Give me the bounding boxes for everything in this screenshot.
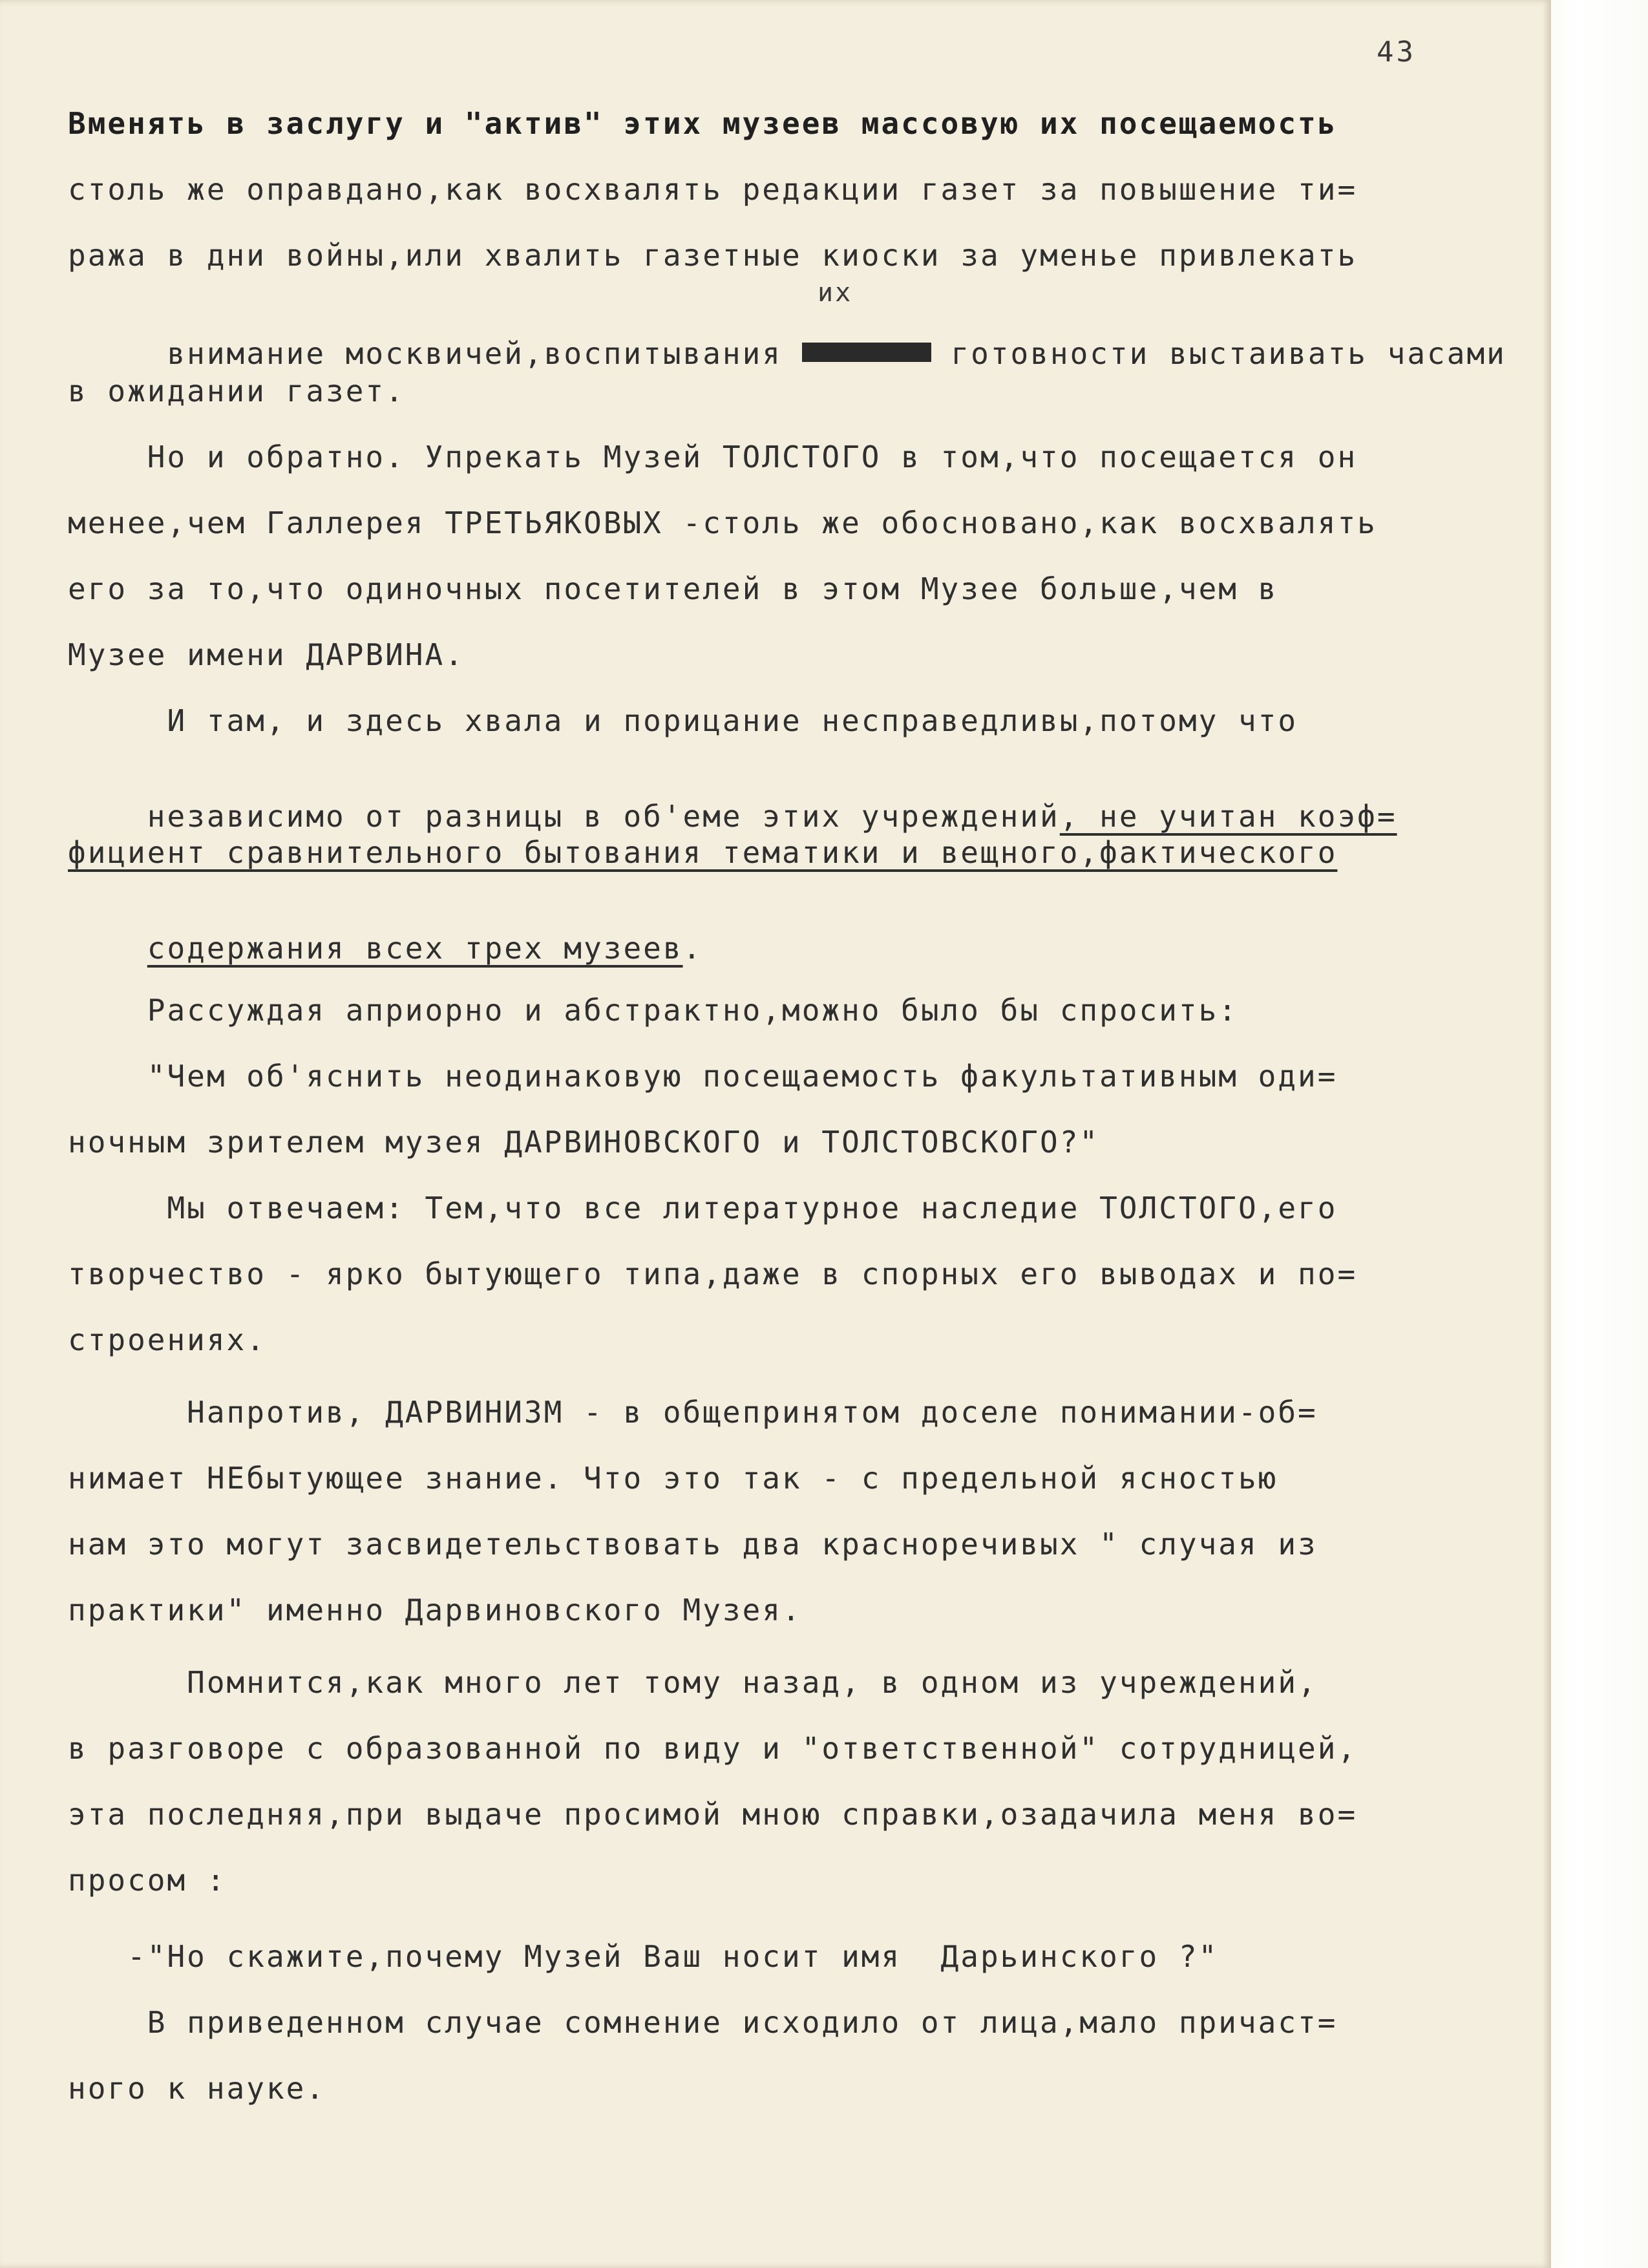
text-segment: внимание москвичей,воспитывания [147, 336, 802, 371]
text-line: Но и обратно. Упрекать Музей ТОЛСТОГО в том,что посещается он [68, 440, 1358, 474]
text-line: столь же оправдано,как восхвалять редакции газет за повышение ти= [68, 172, 1358, 207]
text-line: его за то,что одиночных посетителей в этом Музее больше,чем в [68, 571, 1278, 606]
text-line: творчество - ярко бытующего типа,даже в спорных его выводах и по= [68, 1256, 1358, 1291]
text-line: Вменять в заслугу и "актив" этих музеев массовую их посещаемость [68, 106, 1338, 141]
text-line: ража в дни войны,или хвалить газетные киоски за уменье привлекать [68, 238, 1358, 273]
text-line: менее,чем Галлерея ТРЕТЬЯКОВЫХ -столь же обосновано,как восхвалять [68, 505, 1377, 540]
text-line: просом : [68, 1863, 227, 1898]
text-line: Мы отвечаем: Тем,что все литературное наследие ТОЛСТОГО,его [68, 1191, 1338, 1225]
text-line: строениях. [68, 1322, 266, 1357]
text-line: В приведенном случае сомнение исходило от лица,мало причаст= [68, 2005, 1338, 2040]
page-number: 43 [1377, 36, 1416, 69]
underlined-line: фициент сравнительного бытования тематики и вещного,фактического [68, 835, 1338, 870]
text-line: И там, и здесь хвала и порицание несправедливы,потому что [68, 703, 1298, 738]
text-segment: . [682, 931, 703, 966]
text-line: -"Но скажите,почему Музей Ваш носит имя Дарьинского ?" [68, 1939, 1219, 1974]
text-line: ночным зрителем музея ДАРВИНОВСКОГО и ТОЛСТОВСКОГО?" [68, 1125, 1100, 1160]
text-line: нимает НЕбытующее знание. Что это так - с предельной ясностью [68, 1461, 1278, 1496]
underlined-segment: содержания всех трех музеев [147, 931, 683, 966]
text-line: в ожидании газет. [68, 374, 405, 408]
text-line: Напротив, ДАРВИНИЗМ - в общепринятом доселе понимании-об= [68, 1395, 1318, 1430]
scan-background [1551, 0, 1648, 2268]
text-line [68, 904, 703, 993]
text-segment: готовности выстаивать часами [931, 336, 1506, 371]
text-line: эта последняя,при выдаче просимой мною справки,озадачила меня во= [68, 1797, 1358, 1832]
text-line: Музее имени ДАРВИНА. [68, 637, 465, 672]
text-line: практики" именно Дарвиновского Музея. [68, 1593, 802, 1627]
underlined-segment: , не учитан коэф= [1059, 799, 1397, 834]
text-segment: независимо от разницы в об'еме этих учреждений [147, 799, 1060, 834]
text-line: ного к науке. [68, 2071, 326, 2106]
handwritten-insertion: их [818, 278, 853, 308]
text-line: нам это могут засвидетельствовать два красноречивых " случая из [68, 1527, 1318, 1562]
text-line: в разговоре с образованной по виду и "ответственной" сотрудницей, [68, 1731, 1358, 1766]
text-line: Рассуждая априорно и абстрактно,можно было бы спросить: [68, 993, 1238, 1028]
text-line: "Чем об'яснить неодинаковую посещаемость факультативным оди= [68, 1059, 1338, 1094]
struck-out-word [802, 343, 931, 362]
text-line: Помнится,как много лет тому назад, в одном из учреждений, [68, 1665, 1318, 1700]
